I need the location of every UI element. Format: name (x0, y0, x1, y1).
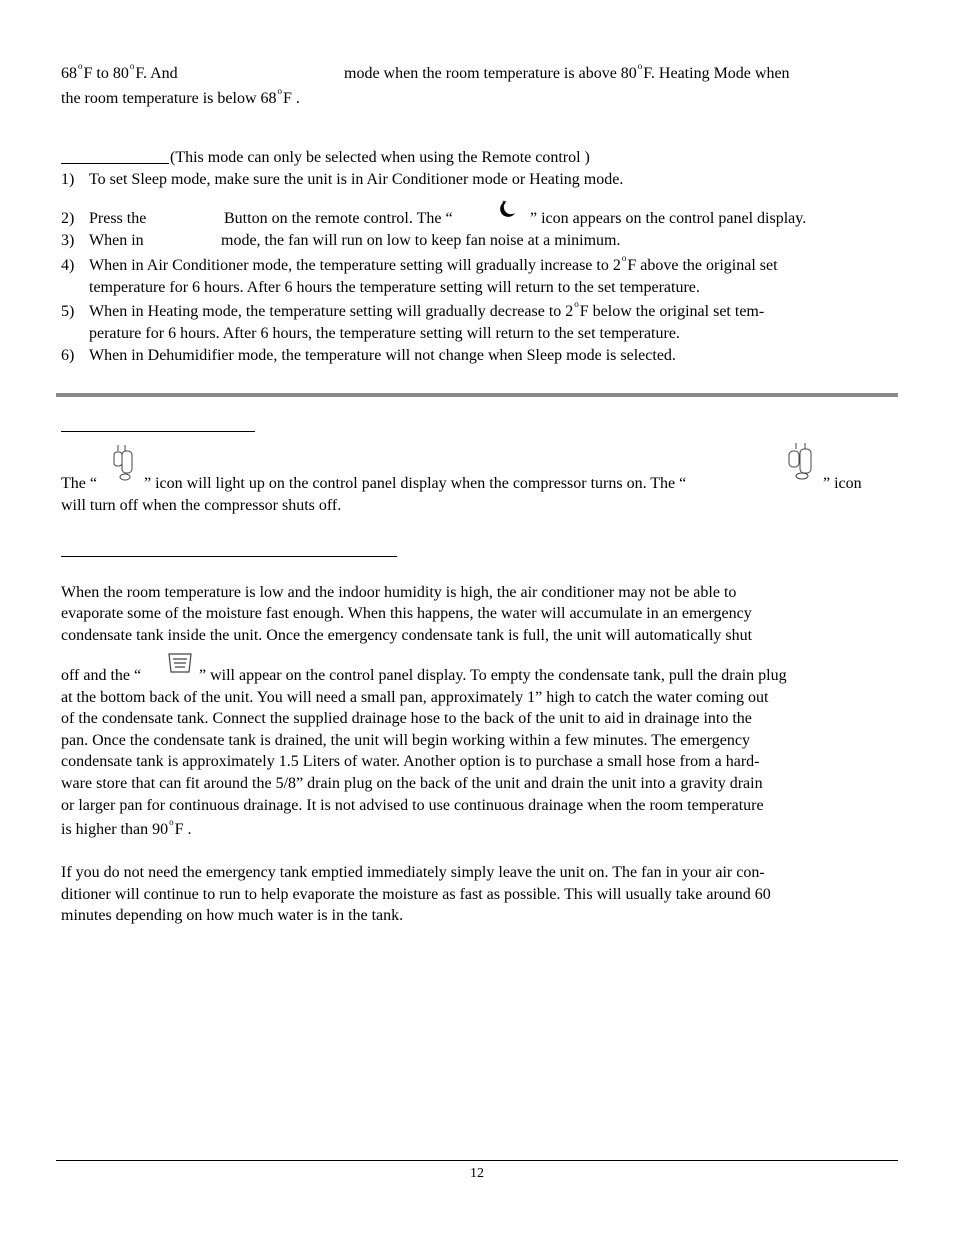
sleep-note: (This mode can only be selected when using the Remote control ) (170, 149, 590, 166)
text: mode when the room temperature is above 80 (344, 65, 637, 82)
full-tank-icon (166, 652, 194, 676)
tank-p1-line: at the bottom back of the unit. You will need a small pan, approximately 1” high to catch the water coming out (61, 689, 769, 706)
intro-line-1-b (344, 61, 790, 85)
tank-p1-line: condensate tank inside the unit. Once the emergency condensate tank is full, the unit will automatically shut (61, 627, 753, 644)
intro-line-2 (61, 86, 300, 110)
degree-symbol: o (574, 299, 579, 309)
degree-symbol: o (621, 253, 627, 263)
degree-symbol: o (78, 61, 83, 71)
list-number: 3) (61, 232, 75, 249)
compressor-heading-underline (61, 431, 255, 432)
tank-p1-icon-line: off and the “ (61, 667, 142, 684)
text: F to 80 (83, 65, 129, 82)
degree-symbol: o (637, 61, 643, 71)
degree-symbol: o (169, 817, 174, 827)
text: Button on the remote control. The “ (224, 210, 453, 227)
footer-divider (56, 1160, 898, 1161)
text: 68 (61, 65, 77, 82)
list-item: To set Sleep mode, make sure the unit is in Air Conditioner mode or Heating mode. (89, 171, 624, 188)
list-number: 4) (61, 257, 75, 274)
text: ” icon appears on the control panel display. (530, 210, 807, 227)
text: is higher than 90 (61, 821, 169, 838)
text: the room temperature is below 68 (61, 90, 277, 107)
compressor-line-2: will turn off when the compressor shuts off. (61, 497, 342, 514)
tank-p1-line: pan. Once the condensate tank is drained, the unit will begin working within a few minutes. The emergency (61, 732, 750, 749)
list-item (89, 253, 778, 277)
text: When in Air Conditioner mode, the temperature setting will gradually increase to 2 (89, 257, 621, 274)
list-number: 5) (61, 303, 75, 320)
tank-p2-line: If you do not need the emergency tank emptied immediately simply leave the unit on. The fan in your air con- (61, 864, 765, 881)
moon-icon (499, 197, 519, 219)
tank-p2-line: minutes depending on how much water is in the tank. (61, 907, 404, 924)
tank-p1-line: or larger pan for continuous drainage. It is not advised to use continuous drainage when the room temperature (61, 797, 764, 814)
compressor-icon (108, 443, 138, 483)
tank-p2-line: ditioner will continue to run to help evaporate the moisture as fast as possible. This will usually take around 60 (61, 886, 771, 903)
tank-p1-last-line (61, 817, 192, 841)
section-divider (56, 393, 898, 397)
tank-p1-line: When the room temperature is low and the indoor humidity is high, the air conditioner may not be able to (61, 584, 737, 601)
text: F below the original set tem- (579, 303, 765, 320)
tank-p1-line: of the condensate tank. Connect the supplied drainage hose to the back of the unit to aid in drainage into the (61, 710, 752, 727)
text: F. And (135, 65, 178, 82)
list-item-cont (530, 209, 806, 229)
text: F. Heating Mode when (643, 65, 790, 82)
list-item-cont (224, 209, 453, 229)
degree-symbol: o (129, 61, 135, 71)
list-number: 1) (61, 171, 75, 188)
tank-p1-line: condensate tank is approximately 1.5 Liters of water. Another option is to purchase a small hose from a hard- (61, 753, 760, 770)
compressor-line-1: The “ (61, 475, 97, 492)
list-item-cont: perature for 6 hours. After 6 hours, the temperature setting will return to the set temperature. (89, 325, 680, 342)
text: When in Heating mode, the temperature setting will gradually decrease to 2 (89, 303, 574, 320)
list-item (89, 209, 146, 229)
degree-symbol: o (277, 86, 282, 96)
compressor-icon (783, 441, 817, 481)
sleep-heading-underline (61, 163, 169, 164)
tank-p1-line: evaporate some of the moisture fast enough. When this happens, the water will accumulate in an emergency (61, 605, 752, 622)
text: F . (174, 821, 192, 838)
compressor-line-1-c: ” icon (823, 475, 862, 492)
compressor-line-1-b: ” icon will light up on the control panel display when the compressor turns on. The “ (144, 475, 687, 492)
tank-p1-line: ware store that can fit around the 5/8” drain plug on the back of the unit and drain the unit into a gravity drain (61, 775, 763, 792)
intro-line-1 (61, 61, 178, 85)
tank-p1-icon-line-b: ” will appear on the control panel display. To empty the condensate tank, pull the drain plug (199, 667, 787, 684)
list-number: 6) (61, 347, 75, 364)
list-number: 2) (61, 210, 75, 227)
list-item (89, 231, 144, 251)
list-item (89, 299, 765, 323)
list-item: When in Dehumidifier mode, the temperature will not change when Sleep mode is selected. (89, 347, 676, 364)
list-item-cont: temperature for 6 hours. After 6 hours the temperature setting will return to the set temperature. (89, 279, 700, 296)
text: F . (283, 90, 300, 107)
page-number: 12 (470, 1166, 484, 1181)
text: mode, the fan will run on low to keep fan noise at a minimum. (221, 232, 621, 249)
text: When in (89, 232, 144, 249)
text: Press the (89, 210, 147, 227)
tank-heading-underline (61, 556, 397, 557)
text: F above the original set (627, 257, 778, 274)
list-item-cont (221, 231, 620, 251)
